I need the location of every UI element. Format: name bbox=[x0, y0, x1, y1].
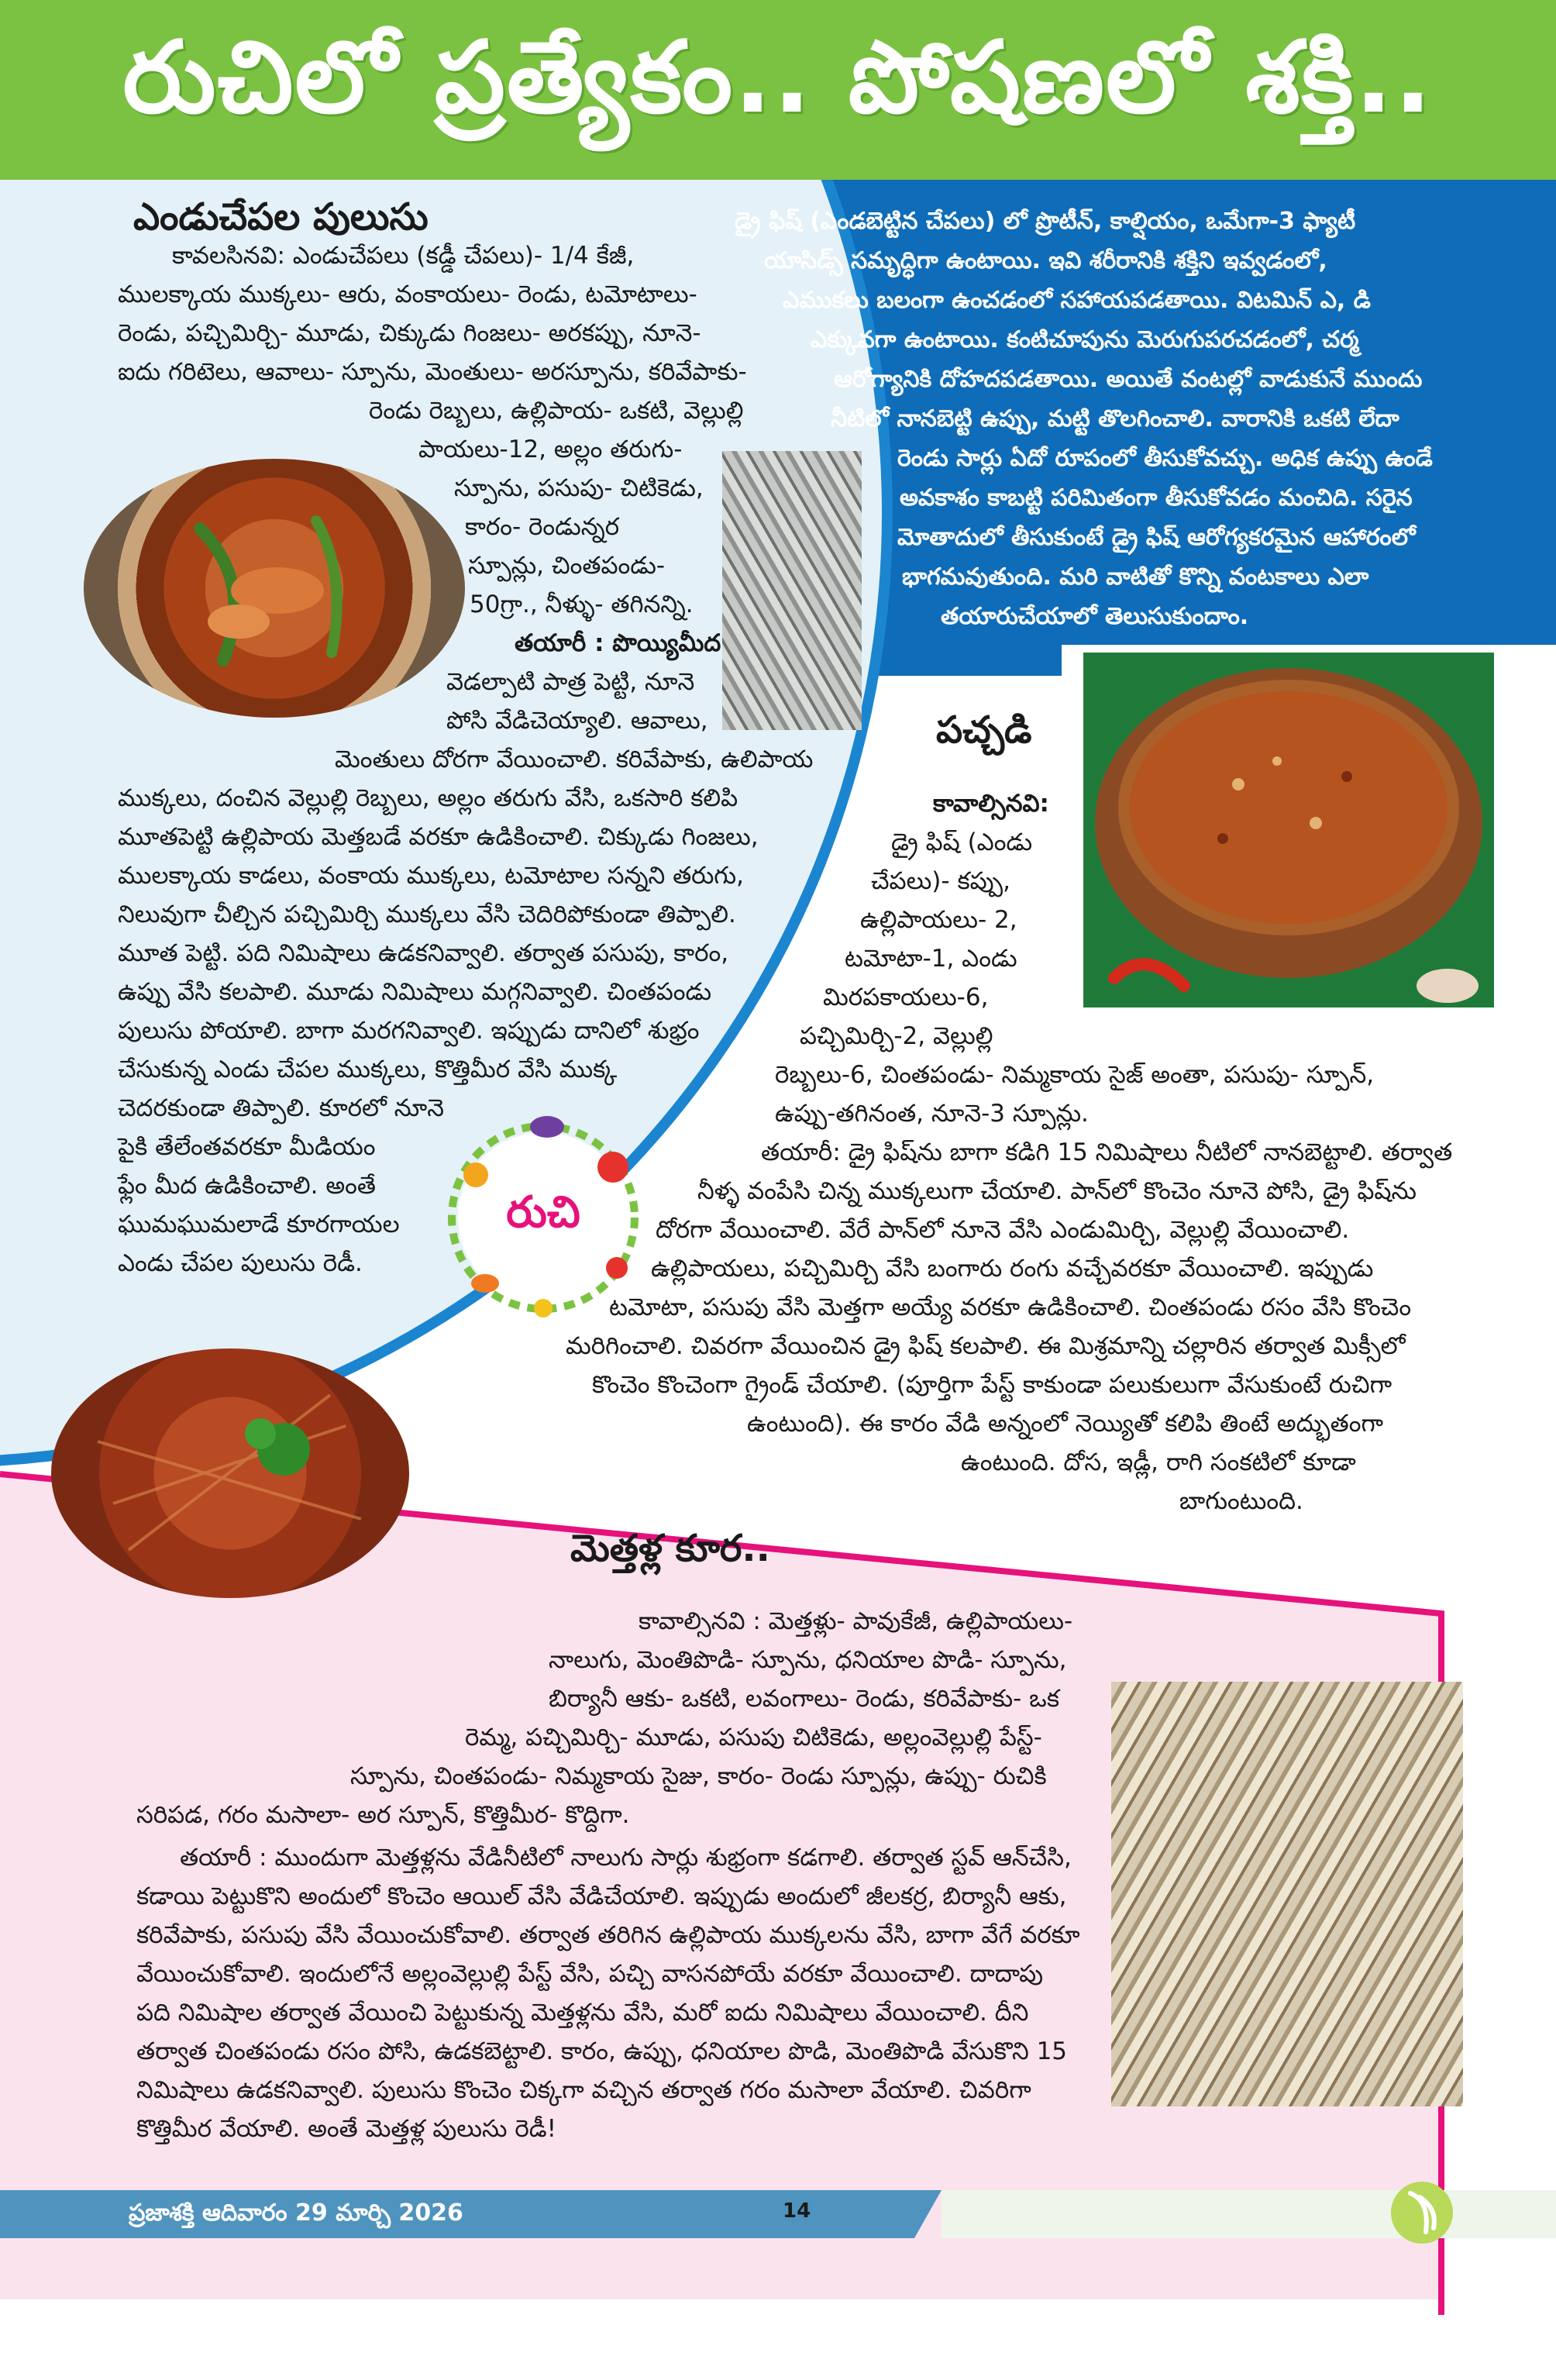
leaf-logo-icon bbox=[1387, 2178, 1457, 2247]
recipe1-line: చెదరకుండా తిప్పాలి. కూరలో నూనె bbox=[118, 1094, 445, 1122]
recipe1-line: పులుసు పోయాలి. బాగా మరగనివ్వాలి. ఇప్పుడు దానిలో శుభ్రం bbox=[118, 1017, 700, 1045]
curry-decor bbox=[84, 459, 465, 718]
intro-line: రెండు సార్లు ఏదో రూపంలో తీసుకోవచ్చు. అధిక ఉప్పు ఉండే bbox=[897, 445, 1433, 472]
recipe1-line: ములక్కాయ ముక్కలు- ఆరు, వంకాయలు- రెండు, టమోటాలు- bbox=[118, 281, 697, 308]
recipe1-line: ఘుమఘుమలాడే కూరగాయల bbox=[118, 1211, 400, 1238]
recipe3-line: కావాల్సినవి : మెత్తళ్లు- పావుకేజీ, ఉల్లిపాయలు- bbox=[639, 1607, 1073, 1635]
recipe1-line: తయారీ : పొయ్యిమీద bbox=[515, 629, 721, 657]
recipe2-line: మిరపకాయలు-6, bbox=[823, 983, 989, 1011]
intro-line: ఆరోగ్యానికి దోహదపడతాయి. అయితే వంటల్లో వాడుకునే ముందు bbox=[834, 366, 1423, 393]
recipe1-line: ఫ్లేం మీద ఉడికించాలి. అంతే bbox=[118, 1172, 376, 1200]
recipe2-line: టమోటా-1, ఎండు bbox=[845, 945, 1017, 973]
recipe3-title: మెత్తళ్ల కూర.. bbox=[570, 1527, 770, 1570]
recipe3-line: కడాయి పెట్టుకొని అందులో కొంచెం ఆయిల్ వేసి వేడిచేయాలి. ఇప్పుడు అందులో జీలకర్ర, బిర్యానీ ఆకు, bbox=[136, 1882, 1067, 1910]
recipe1-line: పైకి తేలేంతవరకూ మీడియం bbox=[118, 1133, 376, 1161]
recipe3-line: నిమిషాలు ఉడకనివ్వాలి. పులుసు కొంచెం చిక్కగా వచ్చిన తర్వాత గరం మసాలా వేయాలి. చివరిగా bbox=[136, 2076, 1031, 2104]
recipe3-line: తర్వాత చింతపండు రసం పోసి, ఉడకబెట్టాలి. కారం, ఉప్పు, ధనియాల పొడి, మెంతిపొడి వేసుకొని 15 bbox=[136, 2037, 1068, 2065]
recipe1-title: ఎండుచేపల పులుసు bbox=[133, 195, 429, 239]
methallu-curry-photo bbox=[51, 1348, 409, 1598]
pachadi-decor bbox=[1083, 653, 1494, 1007]
dried-fish-photo-1 bbox=[722, 451, 862, 730]
intro-line: భాగమవుతుంది. మరి వాటితో కొన్ని వంటకాలు ఎలా bbox=[902, 563, 1369, 591]
recipe3-line: స్పూను, చింతపండు- నిమ్మకాయ సైజు, కారం- రెండు స్పూన్లు, ఉప్పు- రుచికి bbox=[350, 1762, 1047, 1790]
recipe1-line: ఉప్పు వేసి కలపాలి. మూడు నిమిషాలు మగ్గనివ్వాలి. చింతపండు bbox=[118, 978, 712, 1006]
recipe3-line: సరిపడ, గరం మసాలా- అర స్పూన్, కొత్తిమీర- కొద్దిగా. bbox=[136, 1801, 630, 1829]
recipe1-line: ఎండు చేపల పులుసు రెడీ. bbox=[118, 1249, 363, 1277]
recipe1-line: వెడల్పాటి పాత్ర పెట్టి, నూనె bbox=[446, 668, 695, 696]
recipe1-line: కారం- రెండున్నర bbox=[465, 513, 620, 541]
pachadi-photo bbox=[1083, 653, 1494, 1007]
recipe2-line: కావాల్సినవి: bbox=[933, 790, 1049, 818]
recipe3-line: కరివేపాకు, పసుపు వేసి వేయించుకోవాలి. తర్వాత తరిగిన ఉల్లిపాయ ముక్కలను వేసి, బాగా వేగే వరకూ bbox=[136, 1921, 1080, 1949]
footer-publication: ప్రజాశక్తి ఆదివారం 29 మార్చి 2026 bbox=[129, 2199, 463, 2227]
intro-line: ఎక్కువగా ఉంటాయి. కంటిచూపును మెరుగుపరచడంలో, చర్మ bbox=[811, 326, 1359, 353]
recipe1-curry-photo bbox=[84, 459, 465, 718]
intro-line: మోతాదులో తీసుకుంటే డ్రై ఫిష్ ఆరోగ్యకరమైన ఆహారంలో bbox=[897, 524, 1416, 551]
recipe2-line: మరిగించాలి. చివరగా వేయించిన డ్రై ఫిష్ కలపాలి. ఈ మిశ్రమాన్ని చల్లారిన తర్వాత మిక్సీలో bbox=[566, 1332, 1406, 1360]
recipe1-line: మూత పెట్టి. పది నిమిషాలు ఉడకనివ్వాలి. తర్వాత పసుపు, కారం, bbox=[118, 939, 729, 967]
recipe2-line: ఉంటుంది. దోస, ఇడ్లీ, రాగి సంకటిలో కూడా bbox=[961, 1448, 1356, 1476]
recipe3-line: వేయించుకోవాలి. ఇందులోనే అల్లంవెల్లుల్లి పేస్ట్ వేసి, పచ్చి వాసనపోయే వరకూ వేయించాలి. దాదాపు bbox=[136, 1960, 1044, 1988]
dried-fish-photo-2 bbox=[1111, 1682, 1463, 2106]
recipe1-line: రెండు, పచ్చిమిర్చి- మూడు, చిక్కుడు గింజలు- అరకప్పు, నూనె- bbox=[118, 319, 701, 347]
intro-line: అవకాశం కాబట్టి పరిమితంగా తీసుకోవడం మంచిది. సరైన bbox=[900, 484, 1413, 511]
recipe3-line: బిర్యానీ ఆకు- ఒకటి, లవంగాలు- రెండు, కరివేపాకు- ఒక bbox=[549, 1685, 1060, 1713]
recipe1-line: మెంతులు దోరగా వేయించాలి. కరివేపాకు, ఉలిపాయ bbox=[335, 746, 814, 773]
recipe1-line: స్పూన్లు, చింతపండు- bbox=[468, 552, 666, 580]
recipe2-title: పచ్చడి bbox=[936, 708, 1032, 752]
recipe2-line: కొంచెం కొంచెంగా గ్రైండ్ చేయాలి. (పూర్తిగా పేస్ట్ కాకుండా పలుకులుగా వేసుకుంటే రుచిగా bbox=[592, 1371, 1392, 1399]
recipe2-line: ఉల్లిపాయలు- 2, bbox=[860, 906, 1017, 934]
recipe1-line: స్పూను, పసుపు- చిటికెడు, bbox=[454, 474, 704, 502]
recipe2-line: ఉల్లిపాయలు, పచ్చిమిర్చి వేసి బంగారు రంగు వచ్చేవరకూ వేయించాలి. ఇప్పుడు bbox=[651, 1255, 1374, 1283]
recipe2-line: చేపలు)- కప్పు, bbox=[871, 867, 1010, 895]
recipe2-line: బాగుంటుంది. bbox=[1179, 1487, 1303, 1515]
recipe1-line: ఐదు గరిటెలు, ఆవాలు- స్పూను, మెంతులు- అరస్పూను, కరివేపాకు- bbox=[118, 358, 747, 386]
recipe1-line: రెండు రెబ్బలు, ఉల్లిపాయ- ఒకటి, వెల్లుల్లి bbox=[369, 397, 744, 425]
recipe1-line: ముక్కలు, దంచిన వెల్లుల్లి రెబ్బలు, అల్లం తరుగు వేసి, ఒకసారి కలిపి bbox=[118, 784, 738, 812]
intro-line: నీటిలో నానబెట్టి ఉప్పు, మట్టి తొలగించాలి. వారానికి ఒకటి లేదా bbox=[831, 405, 1399, 432]
recipe1-line: ములక్కాయ కాడలు, వంకాయ ముక్కలు, టమోటాల సన్నని తరుగు, bbox=[118, 862, 744, 890]
recipe1-line: పోసి వేడిచెయ్యాలి. ఆవాలు, bbox=[446, 707, 708, 735]
recipe1-line: నిలువుగా చీల్చిన పచ్చిమిర్చి ముక్కలు వేసి చెదిరిపోకుండా తిప్పాలి. bbox=[118, 901, 736, 928]
recipe1-line: కావలసినవి: ఎండుచేపలు (కడ్డీ చేపలు)- 1/4 కేజీ, bbox=[172, 242, 635, 270]
recipe1-line: చేసుకున్న ఎండు చేపల ముక్కలు, కొత్తిమీర వేసి ముక్క bbox=[118, 1056, 618, 1083]
intro-line: యాసిడ్స్ సమృద్ధిగా ఉంటాయి. ఇవి శరీరానికి శక్తిని ఇవ్వడంలో, bbox=[764, 247, 1327, 274]
ruchi-badge-label: రుచి bbox=[506, 1187, 580, 1238]
recipe1-line: 50గ్రా., నీళ్ళు- తగినన్ని. bbox=[470, 591, 694, 618]
recipe3-line: నాలుగు, మెంతిపొడి- స్పూను, ధనియాల పొడి- స్పూను, bbox=[549, 1646, 1067, 1674]
recipe2-line: టమోటా, పసుపు వేసి మెత్తగా అయ్యే వరకూ ఉడికించాలి. చింతపండు రసం వేసి కొంచెం bbox=[609, 1293, 1412, 1321]
page-title: రుచిలో ప్రత్యేకం.. పోషణలో శక్తి.. bbox=[122, 20, 1434, 136]
recipe1-line: పాయలు-12, అల్లం తరుగు- bbox=[418, 436, 683, 463]
recipe2-line: ఉప్పు-తగినంత, నూనె-3 స్పూన్లు. bbox=[775, 1100, 1089, 1128]
methallu-decor bbox=[51, 1348, 409, 1598]
recipe3-line: తయారీ : ముందుగా మెత్తళ్లను వేడినీటిలో నాలుగు సార్లు శుభ్రంగా కడగాలి. తర్వాత స్టవ్ ఆన్‌చేసి, bbox=[180, 1844, 1072, 1872]
page-number: 14 bbox=[783, 2199, 811, 2223]
recipe1-line: మూతపెట్టి ఉల్లిపాయ మెత్తబడే వరకూ ఉడికించాలి. చిక్కుడు గింజలు, bbox=[118, 823, 759, 851]
intro-line: ఎముకలు బలంగా ఉంచడంలో సహాయపడతాయి. విటమిన్ ఎ, డి bbox=[783, 287, 1371, 314]
recipe2-line: తయారీ: డ్రై ఫిష్‌ను బాగా కడిగి 15 నిమిషాలు నీటిలో నానబెట్టాలి. తర్వాత bbox=[761, 1138, 1453, 1166]
recipe3-line: రెమ్మ, పచ్చిమిర్చి- మూడు, పసుపు చిటికెడు, అల్లంవెల్లుల్లి పేస్ట్- bbox=[465, 1724, 1042, 1751]
recipe2-line: నీళ్ళ వంపేసి చిన్న ముక్కలుగా చేయాలి. పాన్‌లో కొంచెం నూనె పోసి, డ్రై ఫిష్‌ను bbox=[697, 1177, 1417, 1205]
recipe2-line: రెబ్బలు-6, చింతపండు- నిమ్మకాయ సైజ్ అంతా, పసుపు- స్పూన్, bbox=[775, 1061, 1375, 1089]
recipe2-line: పచ్చిమిర్చి-2, వెల్లుల్లి bbox=[800, 1022, 993, 1050]
recipe3-line: పది నిమిషాల తర్వాత వేయించి పెట్టుకున్న మెత్తళ్లను వేసి, మరో ఐదు నిమిషాలు వేయించాలి. దీని bbox=[136, 1999, 1029, 2027]
recipe2-line: ఉంటుంది). ఈ కారం వేడి అన్నంలో నెయ్యితో కలిపి తింటే అద్భుతంగా bbox=[747, 1410, 1384, 1438]
recipe3-line: కొత్తిమీర వేయాలి. అంతే మెత్తళ్ల పులుసు రెడీ! bbox=[136, 2115, 557, 2143]
recipe2-line: దోరగా వేయించాలి. వేరే పాన్‌లో నూనె వేసి ఎండుమిర్చి, వెల్లుల్లి వేయించాలి. bbox=[656, 1216, 1350, 1244]
intro-line: తయారుచేయాలో తెలుసుకుందాం. bbox=[941, 603, 1249, 630]
recipe2-line: డ్రై ఫిష్ (ఎండు bbox=[891, 828, 1033, 856]
intro-line: డ్రై ఫిష్ (ఎండబెట్టిన చేపలు) లో ప్రొటీన్, కాల్షియం, ఒమేగా-3 ఫ్యాటీ bbox=[735, 208, 1356, 235]
